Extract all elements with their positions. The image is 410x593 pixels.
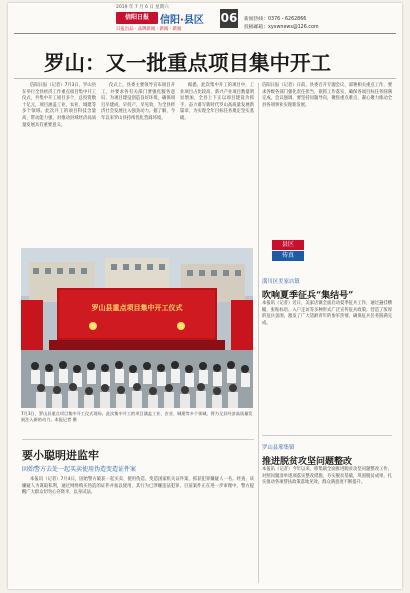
second-headline: 要小聪明进监牢	[22, 449, 99, 462]
second-subheadline: 固始警方去处一起买卖使用伪造变造证件案	[22, 466, 137, 473]
second-article-paragraph: 本报讯（记者）7月4日，固始警方破获一起买卖、使用伪造、变造国家机关证件案，抓获犯罪嫌疑人一名。经查，该嫌疑人为谋取私利，通过网络购买伪造的证件并加以使用，其行为已涉嫌违法犯罪，目前案件正在进一步审理中。警方提醒广大群众切勿心存侥幸，以身试法。	[22, 477, 254, 496]
second-article-text	[22, 477, 254, 497]
story1-kicker: 潢川区美家店镇	[262, 279, 300, 285]
submission-email: 投稿邮箱：xyxwnews@126.com	[244, 25, 319, 30]
section-divider	[22, 439, 254, 440]
brand-logo: 信阳日报	[116, 12, 158, 24]
lead-column-2	[101, 83, 175, 123]
story2-kicker: 罗山县邢集镇	[262, 445, 295, 451]
story1-paragraph: 本报讯（记者）近日，美家店镇全面启动夏季征兵工作，通过悬挂横幅、张贴标语、入户走访等多种形式广泛宣传征兵政策，营造了浓厚的征兵氛围，激发了广大适龄青年的参军热情，确保征兵任务圆满完成。	[262, 301, 392, 326]
header-slogan: 日报出品 · 品牌新闻 · 新闻 · 新闻	[116, 27, 182, 32]
lead-column-3-text: 据悉，此次集中开工的项目中，工业项目占比较高，新兴产业项目数量明显增加，全县上下正以项目建设为抓手，奋力谱写新时代罗山高质量发展新篇章，为实现全年目标任务奠定坚实基础。	[180, 83, 254, 121]
right-divider	[262, 435, 392, 436]
lead-column-3	[180, 83, 254, 123]
story2-text	[262, 467, 392, 487]
section-main: 信阳	[160, 15, 180, 26]
right-intro-text	[262, 83, 392, 109]
page-number: 06	[220, 9, 238, 28]
county-fax-tag	[272, 240, 304, 262]
story1-text	[262, 301, 392, 327]
news-hotline: 新闻热线：0376 - 6262866	[244, 17, 307, 22]
newspaper-page	[8, 3, 402, 589]
section-dot: ·	[180, 15, 184, 26]
photo-caption: 7月3日，罗山县重点项目集中开工仪式现场。此次集中开工的项目涵盖工业、农业、城建等多个领域，将为全县经济高质量发展注入新的动力。本报记者 摄	[21, 411, 253, 423]
story2-paragraph: 本报讯（记者）今年以来，邢集镇全面推进脱贫攻坚问题整改工作，对照问题清单逐项落实整改措施，夯实脱贫基础，巩固脱贫成果，扎实推动各项帮扶政策落地见效，群众满意度不断提升。	[262, 467, 392, 486]
header-divider	[14, 33, 396, 34]
right-intro-paragraph: 信阳日报（记者）日前，县委召开专题会议，部署相关重点工作，要求各级各部门强化责任担当，狠抓工作落实，确保各项目标任务圆满完成。会议强调，要坚持问题导向，聚焦重点难点，凝心聚力推动全县各项事业实现新发展。	[262, 83, 392, 108]
lead-photo	[21, 248, 253, 408]
column-divider	[258, 83, 259, 583]
lead-column-1	[22, 83, 96, 129]
groundbreaking-ceremony-image	[21, 248, 253, 408]
lead-column-1-text: 信阳日报（记者）7月3日，罗山县在举行全县经济工作重点项目集中开工仪式，共集中开工项目多个，总投资数十亿元，项目涵盖工业、农业、城建等多个领域。此次开工的项目科技含量高、带动能力强，对推动县域经济高质量发展具有重要意义。	[22, 83, 96, 128]
tag-top: 县区	[272, 240, 304, 250]
section-title	[160, 11, 204, 26]
issue-date: 2019 年 7 月 6 日 星期六	[116, 5, 169, 10]
story1-headline: 吹响夏季征兵“集结号”	[262, 291, 354, 301]
lead-headline: 罗山：又一批重点项目集中开工	[44, 51, 331, 75]
lead-column-2-text: 仪式上，县委主要领导宣布项目开工，并要求各有关部门要强化服务意识，为项目建设创造良好环境，确保项目早建成、早投产、早见效，为全县经济社会发展注入强劲动力。据了解，今年以来罗山县持续优化营商环境。	[101, 83, 175, 121]
section-sub: 县区	[183, 15, 204, 26]
story2-headline: 推进脱贫攻坚问题整改	[262, 457, 353, 467]
headline-divider	[14, 78, 396, 79]
stage-banner-text: 罗山县重点项目集中开工仪式	[91, 304, 183, 312]
tag-bottom: 传真	[272, 251, 304, 261]
